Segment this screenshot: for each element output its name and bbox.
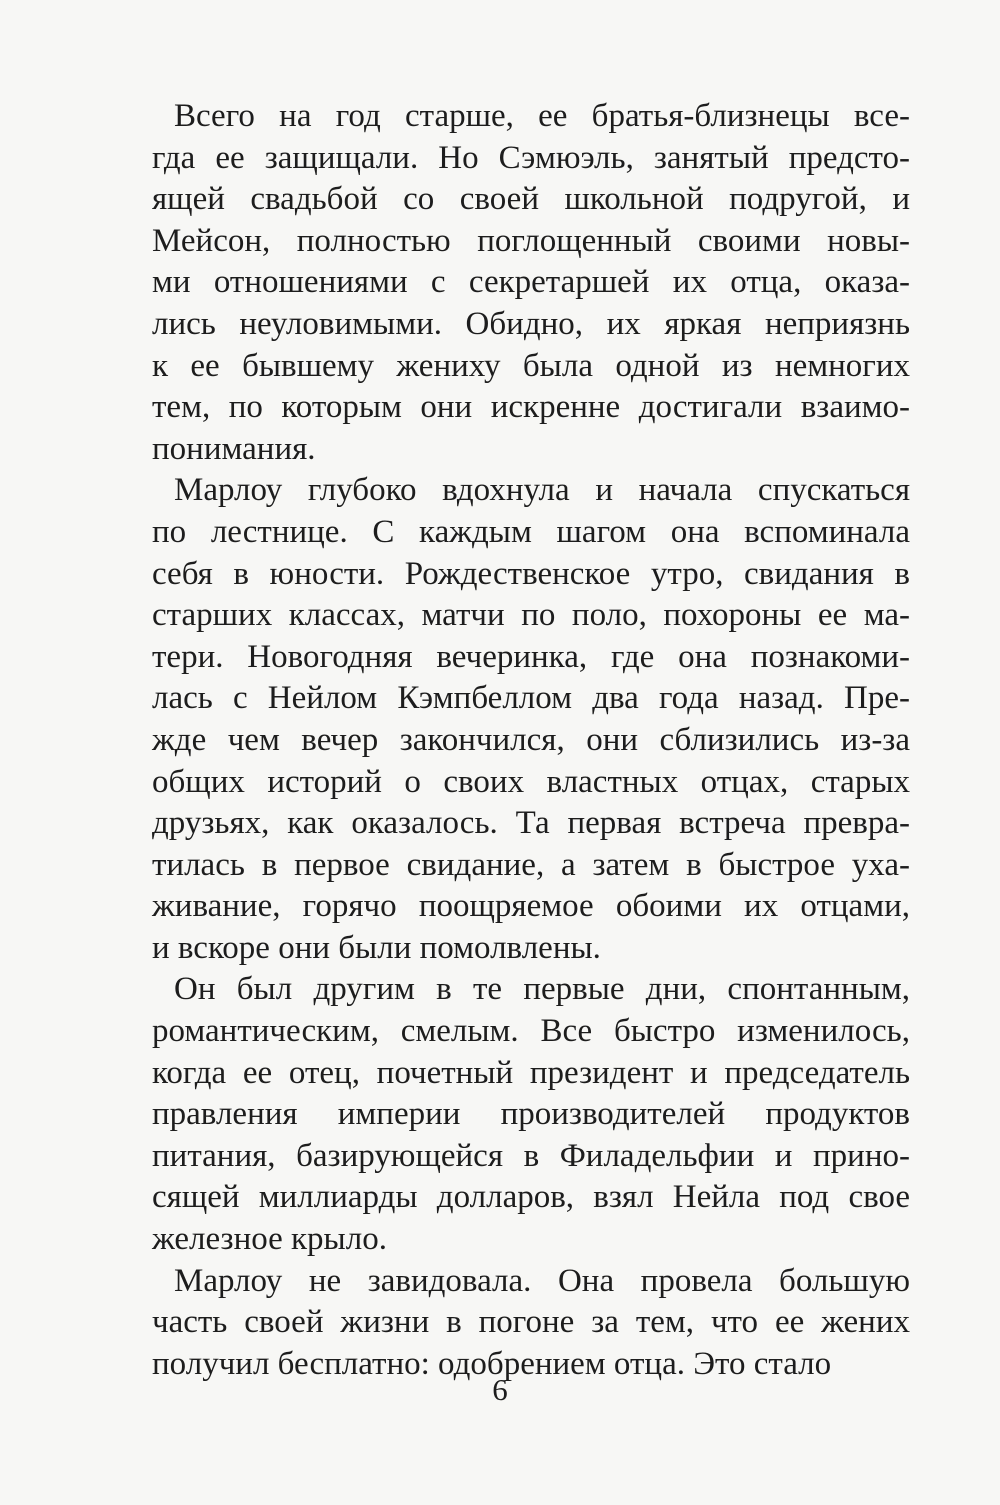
text-line: тем, по которым они искренне достигали взаимо- — [152, 389, 910, 426]
paragraph — [152, 969, 910, 1260]
text-line: тери. Новогодняя вечеринка, где она познакоми- — [152, 638, 910, 675]
text-line: ящей свадьбой со своей школьной подругой, и — [152, 181, 910, 218]
text-line: понимания. — [152, 430, 316, 467]
text-line: к ее бывшему жениху была одной из немногих — [152, 347, 910, 384]
paragraph — [152, 1261, 910, 1386]
body-text — [152, 96, 910, 1385]
text-line: Всего на год старше, ее братья-близнецы все- — [174, 98, 910, 134]
paragraph — [152, 96, 910, 470]
text-line: лись неуловимыми. Обидно, их яркая неприязнь — [152, 305, 910, 342]
text-line: романтическим, смелым. Все быстро изменилось, — [152, 1013, 910, 1050]
text-line: лась с Нейлом Кэмпбеллом два года назад. Пре- — [152, 680, 910, 717]
text-line: Марлоу не завидовала. Она провела большую — [174, 1262, 910, 1299]
text-line: железное крыло. — [152, 1221, 387, 1258]
text-line: гда ее защищали. Но Сэмюэль, занятый предсто- — [152, 139, 910, 176]
text-line: по лестнице. С каждым шагом она вспоминала — [152, 513, 910, 550]
text-line: Он был другим в те первые дни, спонтанным, — [174, 971, 910, 1008]
text-line: общих историй о своих властных отцах, старых — [152, 763, 910, 800]
text-line: себя в юности. Рождественское утро, свидания в — [152, 555, 910, 592]
text-line: когда ее отец, почетный президент и председатель — [152, 1054, 910, 1091]
text-line: правления империи производителей продуктов — [152, 1096, 910, 1133]
text-line: ми отношениями с секретаршей их отца, оказа- — [152, 264, 910, 301]
text-line: Марлоу глубоко вдохнула и начала спускаться — [174, 472, 910, 509]
text-line: получил бесплатно: одобрением отца. Это стало — [152, 1345, 832, 1382]
text-line: живание, горячо поощряемое обоими их отцами, — [152, 888, 910, 925]
text-line: питания, базирующейся в Филадельфии и прино- — [152, 1137, 910, 1174]
text-line: жде чем вечер закончился, они сблизились из-за — [152, 721, 910, 758]
text-line: сящей миллиарды долларов, взял Нейла под свое — [152, 1179, 910, 1216]
paragraph — [152, 470, 910, 969]
text-line: часть своей жизни в погоне за тем, что ее жених — [152, 1304, 910, 1341]
text-line: и вскоре они были помолвлены. — [152, 929, 601, 966]
text-line: друзьях, как оказалось. Та первая встреча превра- — [152, 805, 910, 842]
text-line: Мейсон, полностью поглощенный своими новы- — [152, 222, 910, 259]
text-line: тилась в первое свидание, а затем в быстрое уха- — [152, 846, 910, 883]
text-line: старших классах, матчи по поло, похороны ее ма- — [152, 597, 910, 634]
page-number: 6 — [492, 1372, 508, 1407]
